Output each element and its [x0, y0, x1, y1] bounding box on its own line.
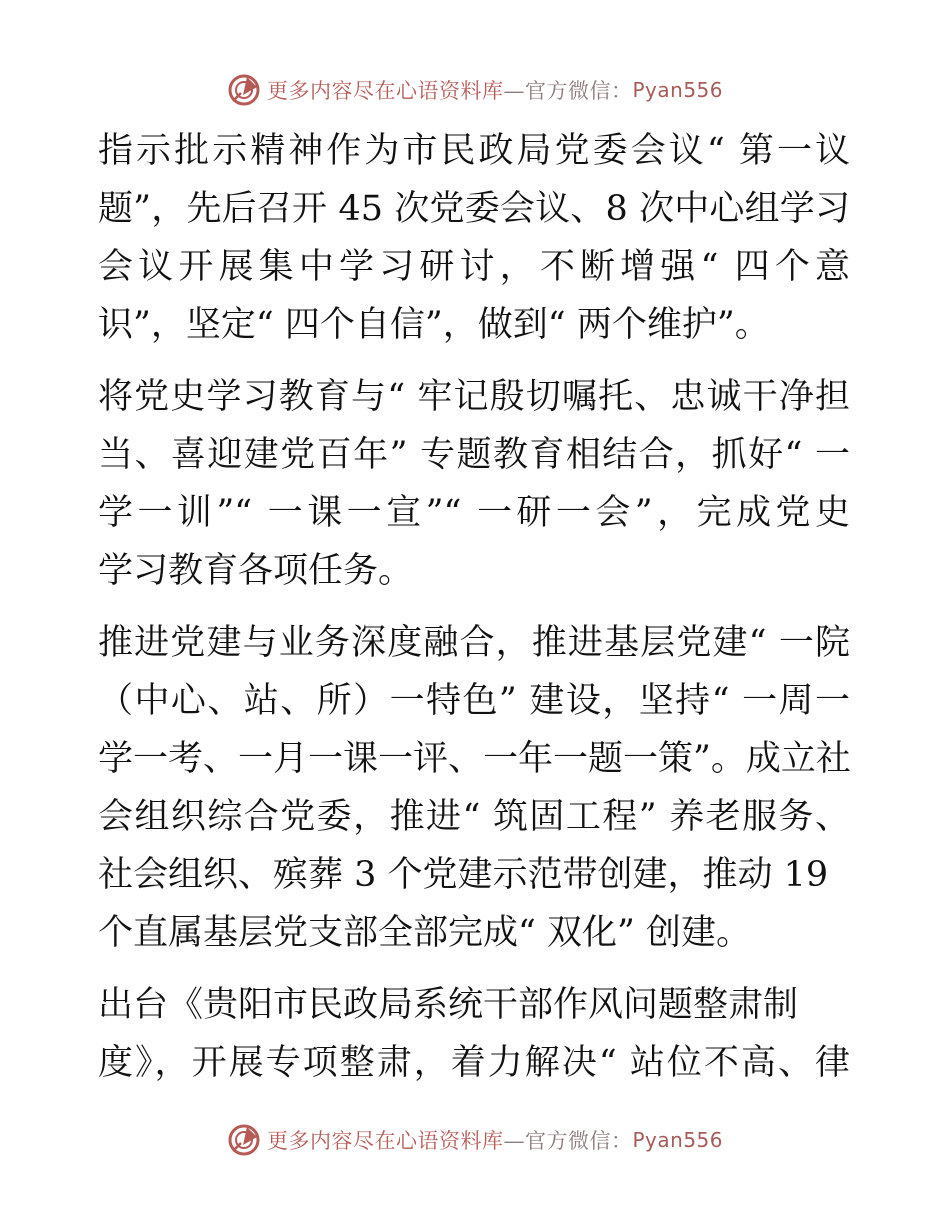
paragraph [98, 122, 850, 354]
text-line: 当、喜迎建党百年” 专题教育相结合，抓好“ 一 [98, 435, 850, 475]
paragraph [98, 976, 850, 1092]
paragraph [98, 368, 850, 600]
text-line: 度》，开展专项整肃，着力解决“ 站位不高、律 [98, 1043, 850, 1083]
text-line: 识”，坚定“ 四个自信”，做到“ 两个维护”。 [98, 305, 770, 345]
text-line: 推进党建与业务深度融合，推进基层党建“ 一院 [98, 623, 850, 663]
watermark-main-text: 更多内容尽在心语资料库 [266, 1129, 504, 1153]
document-body [98, 122, 850, 1092]
text-line: 社会组织、殡葬 3 个党建示范带创建，推动 19 [98, 855, 829, 895]
text-line: 会组织综合党委，推进“ 筑固工程” 养老服务、 [98, 797, 850, 837]
text-line: 指示批示精神作为市民政局党委会议“ 第一议 [98, 131, 850, 171]
watermark-wechat-id: Pyan556 [632, 1128, 723, 1152]
watermark-main-text: 更多内容尽在心语资料库 [266, 79, 504, 103]
text-line: 个直属基层党支部全部完成“ 双化” 创建。 [98, 913, 752, 953]
watermark-wechat-id: Pyan556 [632, 78, 723, 102]
text-line: （中心、站、所）一特色” 建设，坚持“ 一周一 [98, 681, 850, 721]
text-line: 将党史学习教育与“ 牢记殷切嘱托、忠诚干净担 [98, 377, 850, 417]
seal-logo-icon [227, 1123, 261, 1157]
text-line: 学习教育各项任务。 [98, 551, 414, 591]
text-line: 学一训”“ 一课一宣”“ 一研一会”，完成党史 [98, 493, 850, 533]
text-line: 会议开展集中学习研讨，不断增强“ 四个意 [98, 247, 850, 287]
seal-logo-icon [227, 73, 261, 107]
paragraph [98, 614, 850, 962]
watermark-dash-text: —官方微信： [503, 1129, 633, 1153]
text-line: 题”，先后召开 45 次党委会议、8 次中心组学习 [98, 189, 850, 229]
text-line: 学一考、一月一课一评、一年一题一策”。成立社 [98, 739, 851, 779]
watermark-dash-text: —官方微信： [503, 79, 633, 103]
text-line: 出台《贵阳市民政局系统干部作风问题整肃制 [98, 985, 799, 1025]
watermark-footer [0, 1122, 950, 1158]
watermark-header [0, 72, 950, 108]
